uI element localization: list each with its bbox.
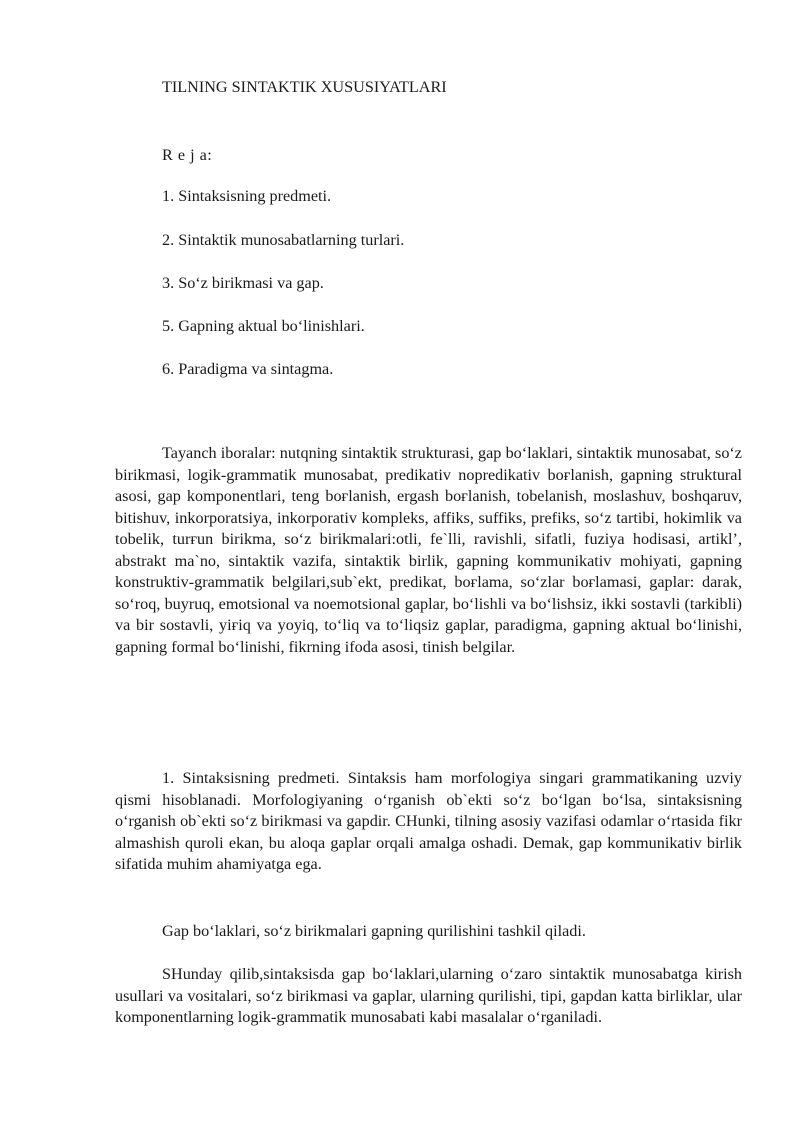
keywords-paragraph: Tayanch iboralar: nutqning sintaktik strukturasi, gap bo‘laklari, sintaktik munosabat, so‘z birikmasi, logik-grammatik munosabat, predikativ nopredikativ boғlanish, gapning struktural asosi, gap komponentlari, teng boғlanish, ergash boғlanish, tobelanish, moslashuv, boshqaruv, bitishuv, inkorporatsiya, inkorporativ kompleks, affiks, suffiks, prefiks, so‘z tartibi, hokimlik va tobelik, turғun birikma, so‘z birikmalari:otli, fe`lli, ravishli, sifatli, fuziya hodisasi, artikl’, abstrakt ma`no, sintaktik vazifa, sintaktik birlik, gapning kommunikativ mohiyati, gapning konstruktiv-grammatik belgilari,sub`ekt, predikat, boғlama, so‘zlar boғlamasi, gaplar: darak, so‘roq, buyruq, emotsional va noemotsional gaplar, bo‘lishli va bo‘lishsiz, ikki sostavli (tarkibli) va bir sostavli, yiғiq va yoyiq, to‘liq va to‘liqsiz gaplar, paradigma, gapning aktual bo‘linishi, gapning formal bo‘linishi, fikrning ifoda asosi, tinish belgilar. (115, 444, 742, 656)
body-paragraph: SHunday qilib,sintaksisda gap bo‘laklari,ularning o‘zaro sintaktik munosabatga kirish usullari va vositalari, so‘z birikmasi va gaplar, ularning qurilishi, tipi, gapdan katta birliklar, ular komponentlarning logik-grammatik munosabati kabi masalalar o‘rganiladi. (115, 965, 742, 1026)
plan-heading: R e j a: (162, 146, 213, 164)
plan-item: 5. Gapning aktual bo‘linishlari. (162, 317, 365, 335)
section-1-paragraph: 1. Sintaksisning predmeti. Sintaksis ham morfologiya singari grammatikaning uzviy qismi hisoblanadi. Morfologiyaning o‘rganish ob`ekti so‘z bo‘lgan bo‘lsa, sintaksisning o‘rganish ob`ekti so‘z birikmasi va gapdir. CHunki, tilning asosiy vazifasi odamlar o‘rtasida fikr almashish quroli ekan, bu aloqa gaplar orqali amalga oshadi. Demak, gap kommunikativ birlik sifatida muhim ahamiyatga ega. (115, 769, 742, 873)
document-title: TILNING SINTAKTIK XUSUSIYATLARI (162, 78, 447, 96)
plan-item: 6. Paradigma va sintagma. (162, 360, 334, 378)
body-paragraph: Gap bo‘laklari, so‘z birikmalari gapning qurilishini tashkil qiladi. (162, 922, 586, 940)
plan-item: 1. Sintaksisning predmeti. (162, 187, 332, 205)
plan-item: 3. So‘z birikmasi va gap. (162, 274, 324, 292)
plan-item: 2. Sintaktik munosabatlarning turlari. (162, 231, 405, 249)
